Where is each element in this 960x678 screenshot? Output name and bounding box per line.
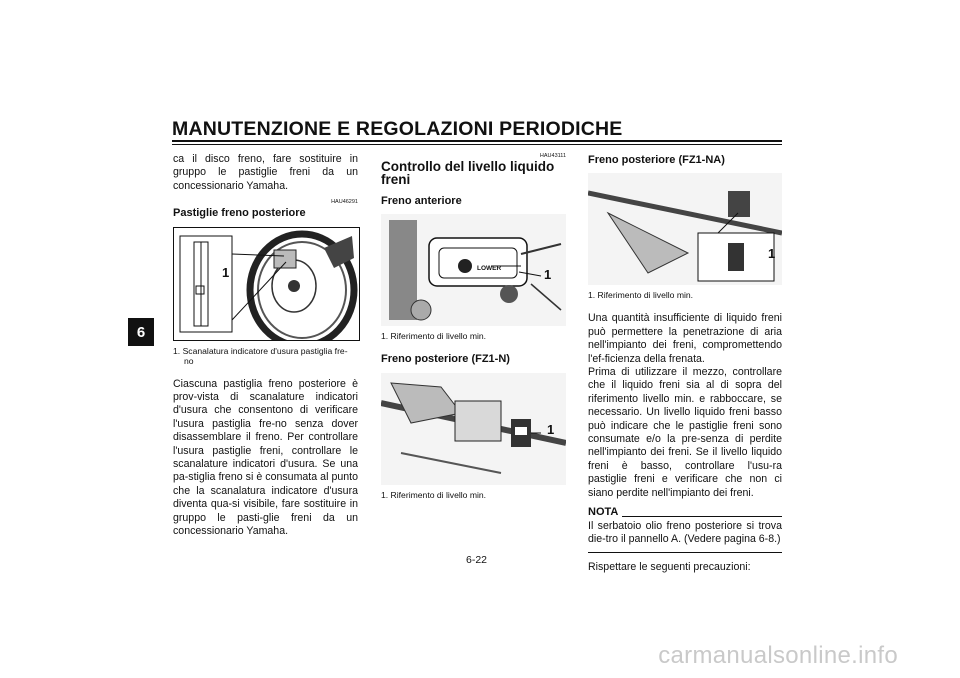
rear-wheel-illustration bbox=[174, 228, 359, 340]
front-brake-figure bbox=[381, 214, 566, 326]
section-code: HAU46291 bbox=[331, 199, 358, 206]
front-reservoir-illustration bbox=[381, 214, 566, 326]
note-label: NOTA bbox=[588, 506, 619, 519]
caption-number: 1. bbox=[173, 345, 181, 356]
figure-callout: 1 bbox=[222, 264, 230, 280]
subheading-front-brake: Freno anteriore bbox=[381, 194, 462, 207]
header-rule bbox=[172, 140, 782, 142]
figure-callout: 1 bbox=[544, 267, 552, 283]
body-paragraph-2: Prima di utilizzare il mezzo, controllare che il liquido freni sia al di sopra del riferimento livello min. e rabboccare, se necessario. Un livello liquido freni basso può indicare che le pastiglie freni sono consumate e/o la pre-senza di perdite nell'impianto dei freni. Se il livello liquido freni è basso, controllare l'usu-ra pastiglie freni e verificare che non ci siano perdite nell'impianto dei freni. bbox=[588, 366, 782, 499]
rear-reservoir-illustration bbox=[381, 373, 566, 485]
section-code: HAU43111 bbox=[539, 153, 566, 159]
closing-text: Rispettare le seguenti precauzioni: bbox=[588, 561, 751, 574]
column-2 bbox=[381, 153, 566, 512]
section-heading: Pastiglie freno posteriore bbox=[173, 207, 306, 220]
column-1 bbox=[173, 153, 358, 539]
header-rule-thin bbox=[172, 144, 782, 145]
caption-continuation: no bbox=[184, 355, 194, 366]
figure-callout: 1 bbox=[768, 246, 776, 262]
page-number: 6-22 bbox=[466, 554, 488, 566]
caption-text: Scanalatura indicatore d'usura pastiglia fre- bbox=[182, 345, 348, 356]
figure-caption bbox=[173, 346, 358, 366]
figure-caption: 1. Riferimento di livello min. bbox=[381, 331, 487, 342]
rear-brake-fz1n-figure bbox=[381, 373, 566, 485]
chapter-tab: 6 bbox=[128, 318, 154, 346]
rear-reservoir-fz1na-illustration bbox=[588, 173, 782, 285]
brake-pad-figure bbox=[173, 227, 360, 341]
figure-callout: 1 bbox=[547, 421, 555, 437]
subheading-rear-brake-fz1na: Freno posteriore (FZ1-NA) bbox=[588, 154, 725, 166]
lower-mark-label: LOWER bbox=[477, 265, 502, 273]
intro-paragraph: ca il disco freno, fare sostituire in gruppo le pastiglie freni da un concessionario Yamaha. bbox=[173, 153, 358, 192]
note-rule bbox=[622, 516, 782, 517]
watermark: carmanualsonline.info bbox=[658, 642, 898, 669]
note-header bbox=[588, 506, 782, 519]
note-end-rule bbox=[588, 552, 782, 553]
note-text: Il serbatoio olio freno posteriore si trova die-tro il pannello A. (Vedere pagina 6-8.) bbox=[588, 519, 782, 545]
figure-caption: 1. Riferimento di livello min. bbox=[381, 489, 487, 500]
body-paragraph-1: Una quantità insufficiente di liquido freni può permettere la penetrazione di aria nell'impianto dei freni, compromettendo l'ef-ficienza della frenata. bbox=[588, 312, 782, 365]
figure-caption: 1. Riferimento di livello min. bbox=[588, 290, 694, 301]
page-title: MANUTENZIONE E REGOLAZIONI PERIODICHE bbox=[172, 118, 623, 140]
column-3 bbox=[588, 153, 782, 575]
rear-brake-fz1na-figure bbox=[588, 173, 782, 285]
section-heading: Controllo del livello liquido freni bbox=[381, 159, 555, 188]
subheading-rear-brake-fz1n: Freno posteriore (FZ1-N) bbox=[381, 353, 510, 366]
body-paragraph: Ciascuna pastiglia freno posteriore è prov-vista di scanalature indicatori d'usura che consentono di verificare l'usura pastiglia fre-no senza dover disassemblare il freno. Per controllare l'usura pastiglie freni, controllare le scanalature indicatori d'usura. Se una pa-stiglia freno si è consumata al punto che la scanalatura indicatore d'usura diventa qua-si visibile, fare sostituire in gruppo le pasti-glie freni da un concessionario Yamaha. bbox=[173, 377, 358, 538]
